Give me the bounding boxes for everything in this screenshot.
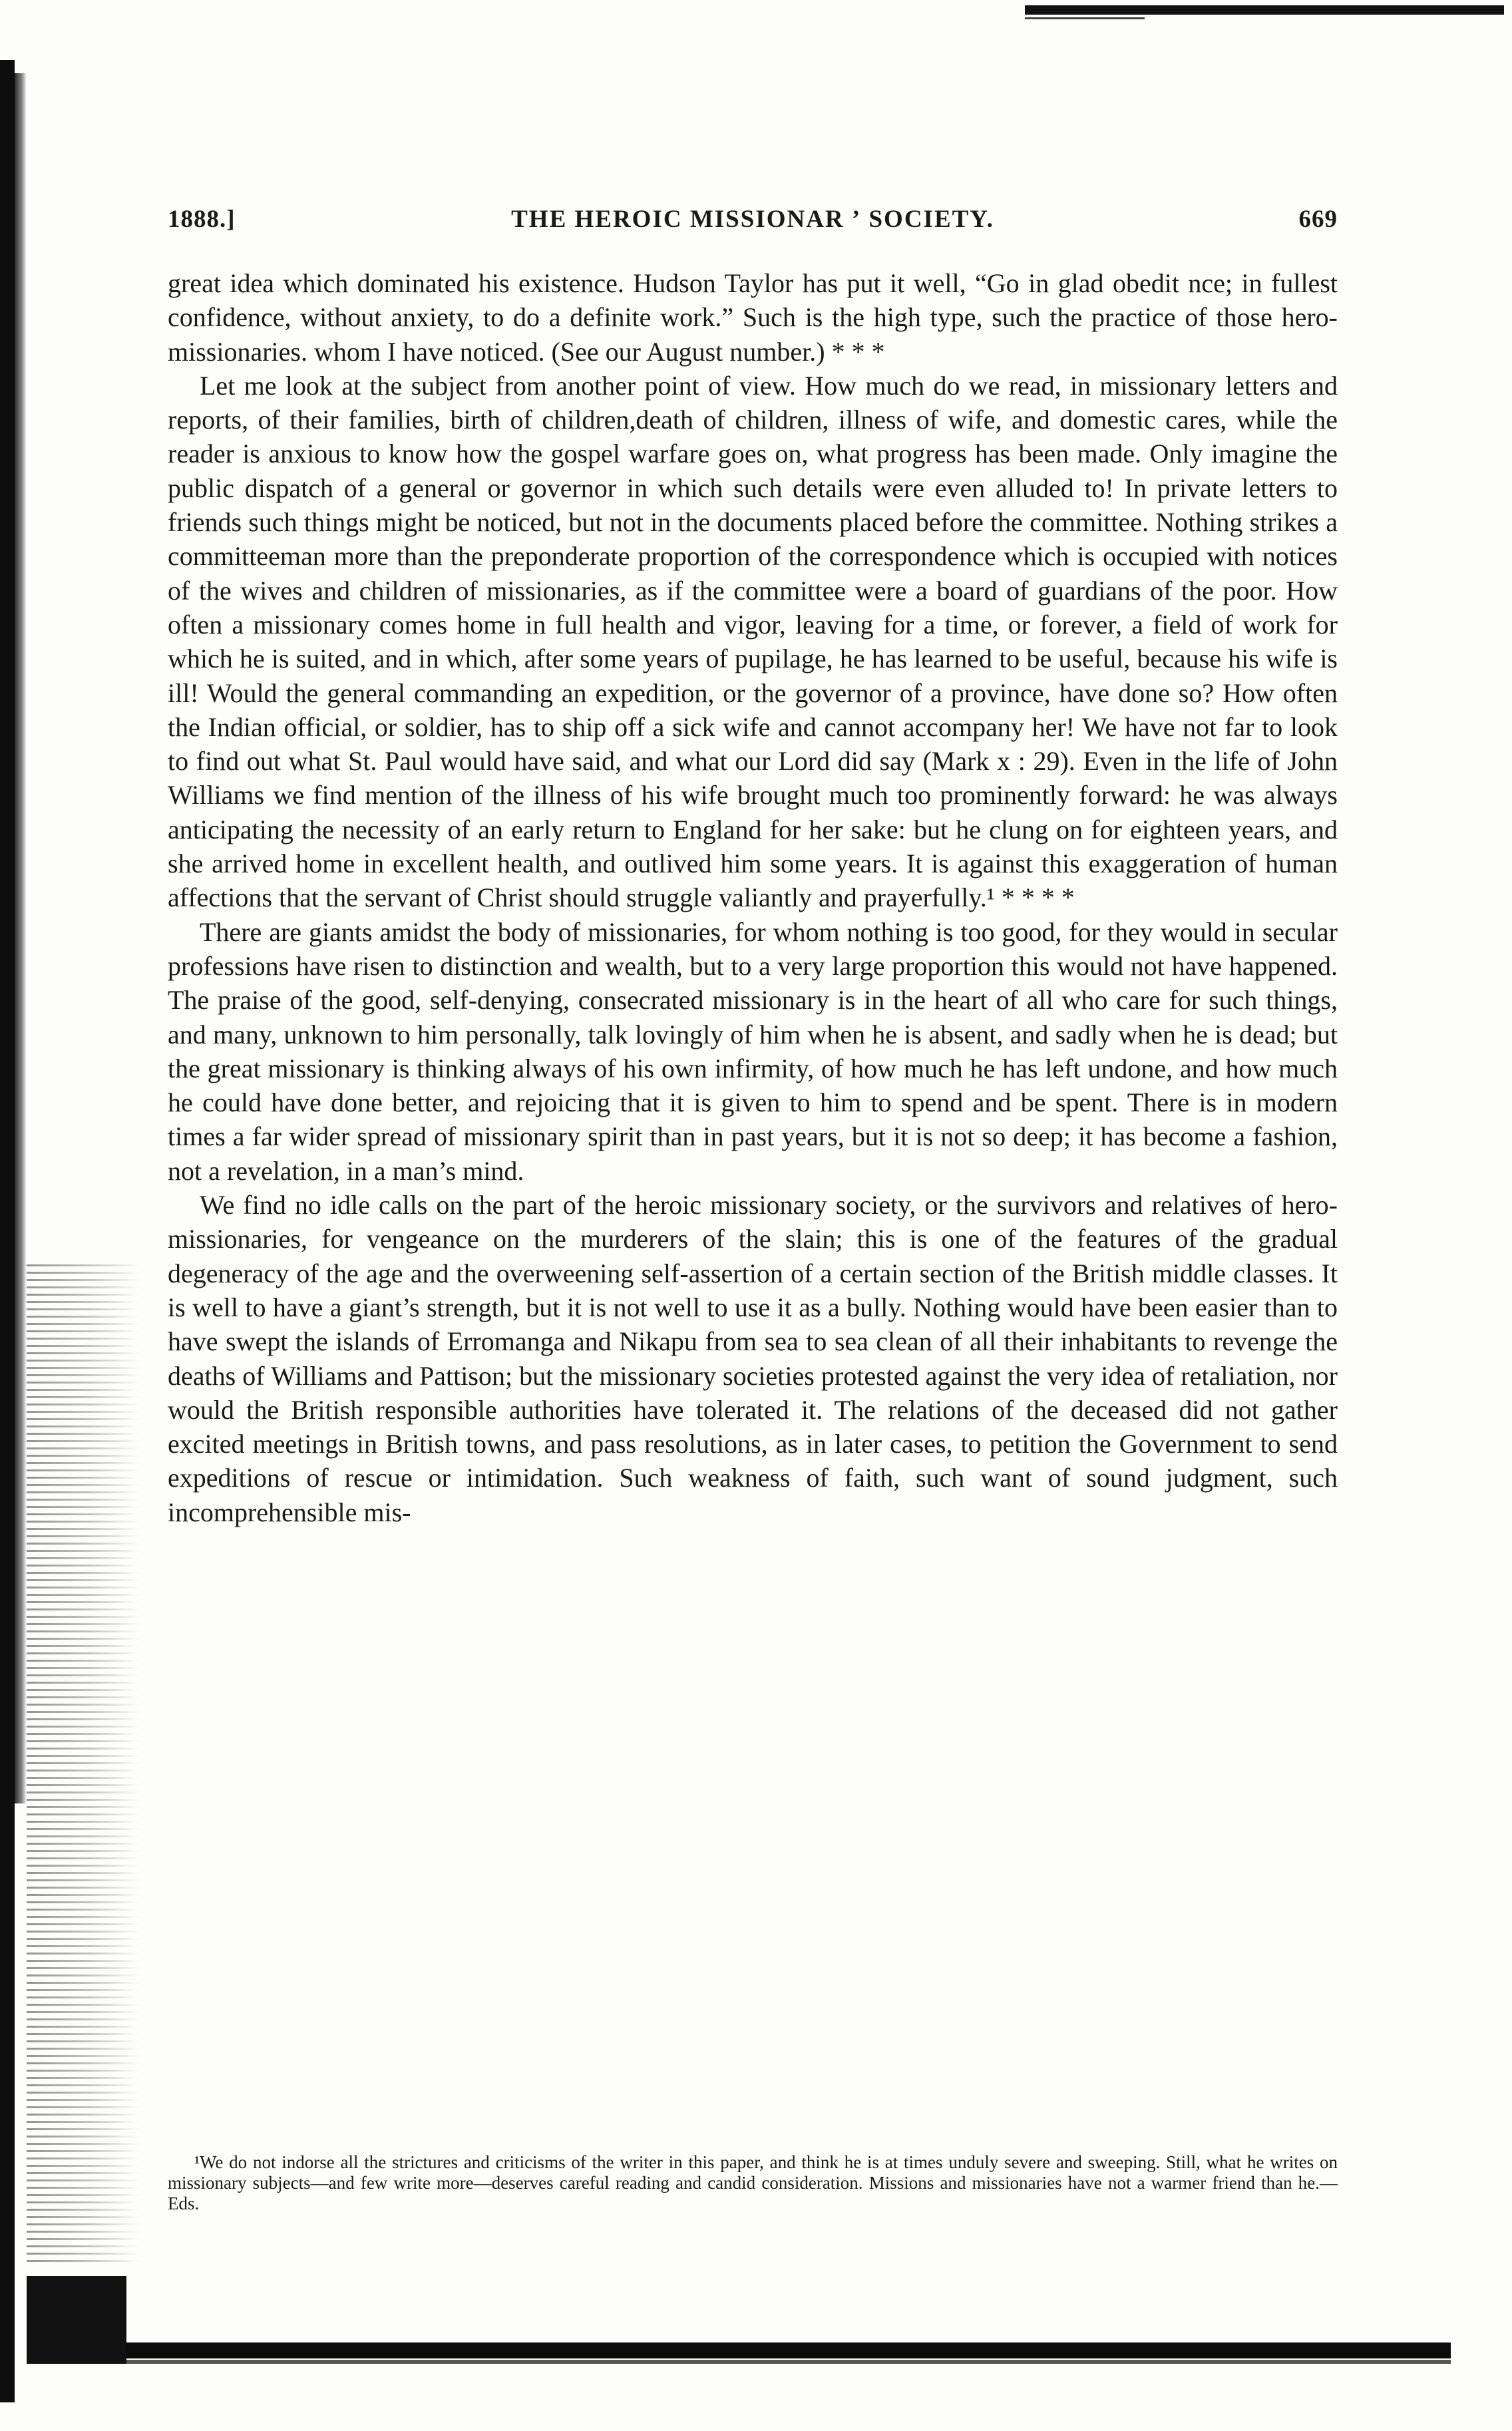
scan-edge-mark (1025, 17, 1145, 19)
page-number: 669 (1298, 206, 1338, 233)
article-body (168, 266, 1338, 1529)
scan-edge-mark (27, 2276, 126, 2364)
scan-edge-mark (126, 2342, 1451, 2358)
binding-shadow (15, 73, 27, 1803)
scan-edge-mark (1025, 5, 1504, 15)
paragraph: There are giants amidst the body of missionaries, for whom nothing is too good, for they would in secular professions have risen to distinction and wealth, but to a very large proportion this would not have happened. The praise of the good, self-denying, consecrated missionary is in the heart of all who care for such things, and many, unknown to him personally, talk lovingly of him when he is absent, and sadly when he is dead; but the great missionary is thinking always of his own infirmity, of how much he has left undone, and how much he could have done better, and rejoicing that it is given to him to spend and be spent. There is in modern times a far wider spread of missionary spirit than in past years, but it is not so deep; it has become a fashion, not a revelation, in a man’s mind. (168, 916, 1338, 1186)
running-head (168, 205, 1338, 245)
footnote (168, 2152, 1338, 2214)
scan-edge-mark (126, 2360, 1451, 2364)
binding-shadow (0, 60, 15, 2402)
footnote-text: ¹We do not indorse all the strictures and criticisms of the writer in this paper, and think he is at times unduly severe and sweeping. Still, what he writes on missionary subjects—and few write more—deserves careful reading and candid consideration. Missions and missionaries have not a warmer friend than he.—Eds. (168, 2152, 1338, 2213)
paragraph: Let me look at the subject from another point of view. How much do we read, in missionary letters and reports, of their families, birth of children,death of children, illness of wife, and domestic cares, while the reader is anxious to know how the gospel warfare goes on, what progress has been made. Only imagine the public dispatch of a general or governor in which such details were even alluded to! In private letters to friends such things might be noticed, but not in the documents placed before the committee. Nothing strikes a committeeman more than the preponderate proportion of the correspondence which is occupied with notices of the wives and children of missionaries, as if the committee were a board of guardians of the poor. How often a missionary comes home in full health and vigor, leaving for a time, or forever, a field of work for which he is suited, and in which, after some years of pupilage, he has learned to be useful, because his wife is ill! Would the general commanding an expedition, or the governor of a province, have done so? How often the Indian official, or soldier, has to ship off a sick wife and cannot accompany her! We have not far to look to find out what St. Paul would have said, and what our Lord did say (Mark x : 29). Even in the life of John Williams we find mention of the illness of his wife brought much too prominently forward: he was always anticipating the necessity of an early return to England for her sake: but he clung on for eighteen years, and she arrived home in excellent health, and outlived him some years. It is against this exaggeration of human affections that the servant of Christ should struggle valiantly and prayerfully.¹ * * * * (168, 370, 1338, 913)
header-year: 1888.] (168, 206, 236, 233)
binding-noise (27, 1264, 140, 2263)
header-title: THE HEROIC MISSIONAR ʼ SOCIETY. (511, 206, 994, 233)
paragraph: great idea which dominated his existence. Hudson Taylor has put it well, “Go in glad obedit nce; in fullest confidence, without anxiety, to do a definite work.” Such is the high type, such the practice of those hero-missionaries. whom I have noticed. (See our August number.) * * * (168, 268, 1338, 367)
paragraph: We find no idle calls on the part of the heroic missionary society, or the survivors and relatives of hero-missionaries, for vengeance on the murderers of the slain; this is one of the features of the gradual degeneracy of the age and the overweening self-assertion of a certain section of the British middle classes. It is well to have a giant’s strength, but it is not well to use it as a bully. Nothing would have been easier than to have swept the islands of Erromanga and Nikapu from sea to sea clean of all their inhabitants to revenge the deaths of Williams and Pattison; but the missionary societies protested against the very idea of retaliation, nor would the British responsible authorities have tolerated it. The relations of the deceased did not gather excited meetings in British towns, and pass resolutions, as in later cases, to petition the Government to send expeditions of rescue or intimidation. Such weakness of faith, such want of sound judgment, such incomprehensible mis- (168, 1190, 1338, 1527)
